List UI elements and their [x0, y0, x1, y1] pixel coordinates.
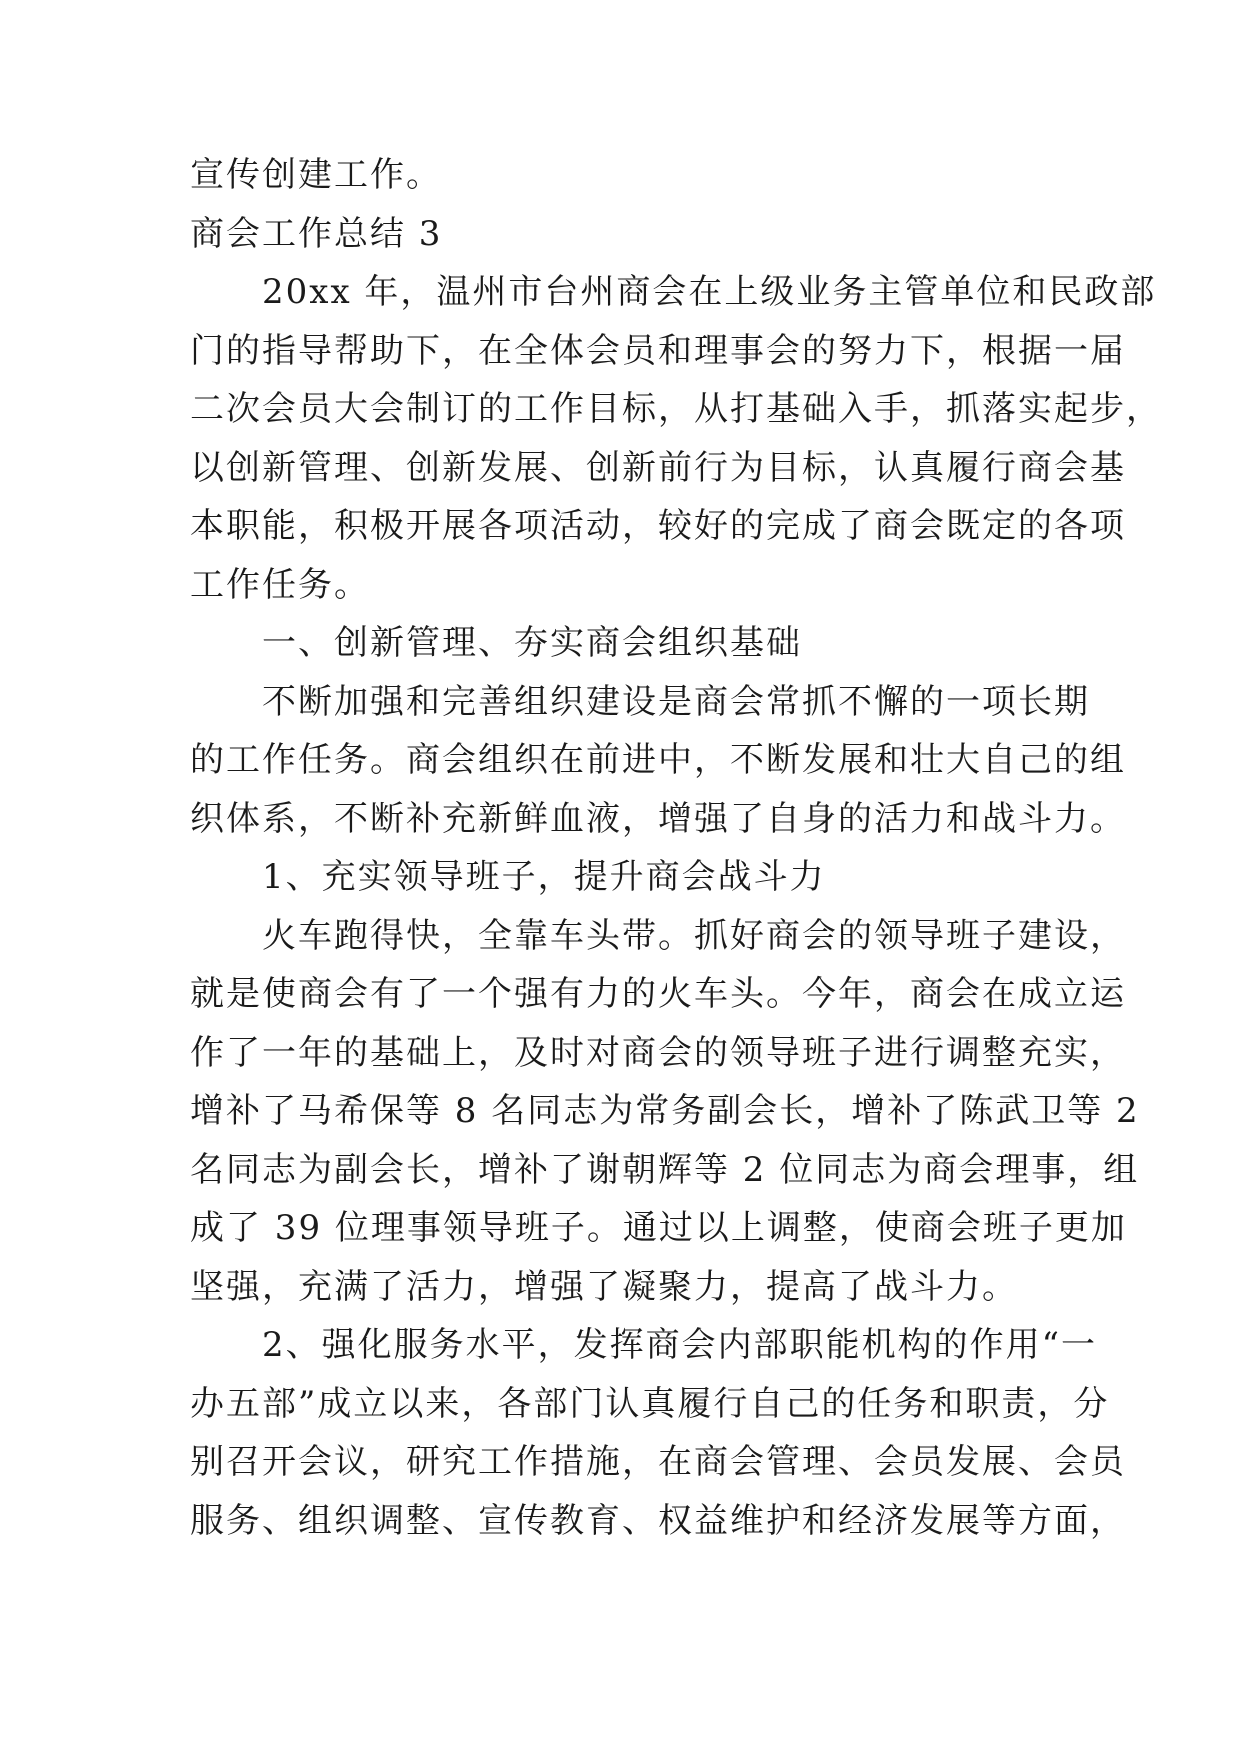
text-line-16: 作了一年的基础上，及时对商会的领导班子进行调整充实，: [190, 1032, 1126, 1073]
text-line-15: 就是使商会有了一个强有力的火车头。今年，商会在成立运: [190, 974, 1126, 1014]
text-line-14: 火车跑得快，全靠车头带。抓好商会的领导班子建设，: [190, 915, 1126, 956]
text-line-6: 以创新管理、创新发展、创新前行为目标，认真履行商会基: [190, 447, 1126, 488]
document-body: [190, 155, 1162, 1559]
text-line-4: 门的指导帮助下，在全体会员和理事会的努力下，根据一届: [190, 330, 1126, 371]
text-line-12: 织体系，不断补充新鲜血液，增强了自身的活力和战斗力。: [190, 798, 1126, 839]
text-line-24: 服务、组织调整、宣传教育、权益维护和经济发展等方面，: [190, 1500, 1126, 1541]
text-line-5: 二次会员大会制订的工作目标，从打基础入手，抓落实起步，: [190, 389, 1162, 429]
text-line-22: 办五部”成立以来，各部门认真履行自己的任务和职责，分: [190, 1383, 1110, 1424]
text-line-8: 工作任务。: [190, 564, 370, 605]
text-line-18: 名同志为副会长，增补了谢朝辉等 2 位同志为商会理事，组: [190, 1149, 1140, 1190]
text-line-10: 不断加强和完善组织建设是商会常抓不懈的一项长期: [190, 681, 1090, 722]
text-line-17: 增补了马希保等 8 名同志为常务副会长，增补了陈武卫等 2: [190, 1091, 1140, 1131]
text-line-19: 成了 39 位理事领导班子。通过以上调整，使商会班子更加: [190, 1208, 1127, 1248]
heading-one: 一、创新管理、夯实商会组织基础: [190, 623, 802, 663]
text-line-20: 坚强，充满了活力，增强了凝聚力，提高了战斗力。: [190, 1266, 1018, 1307]
text-line-7: 本职能，积极开展各项活动，较好的完成了商会既定的各项: [190, 506, 1126, 546]
subheading-one: 1、充实领导班子，提升商会战斗力: [190, 857, 826, 897]
text-line-11: 的工作任务。商会组织在前进中，不断发展和壮大自己的组: [190, 740, 1126, 780]
text-line-23: 别召开会议，研究工作措施，在商会管理、会员发展、会员: [190, 1442, 1126, 1482]
subheading-two: 2、强化服务水平，发挥商会内部职能机构的作用“一: [190, 1325, 1098, 1365]
section-title: 商会工作总结 3: [190, 213, 443, 254]
text-line-1: 宣传创建工作。: [190, 155, 442, 195]
text-line-3: 20xx 年，温州市台州商会在上级业务主管单位和民政部: [190, 272, 1157, 312]
